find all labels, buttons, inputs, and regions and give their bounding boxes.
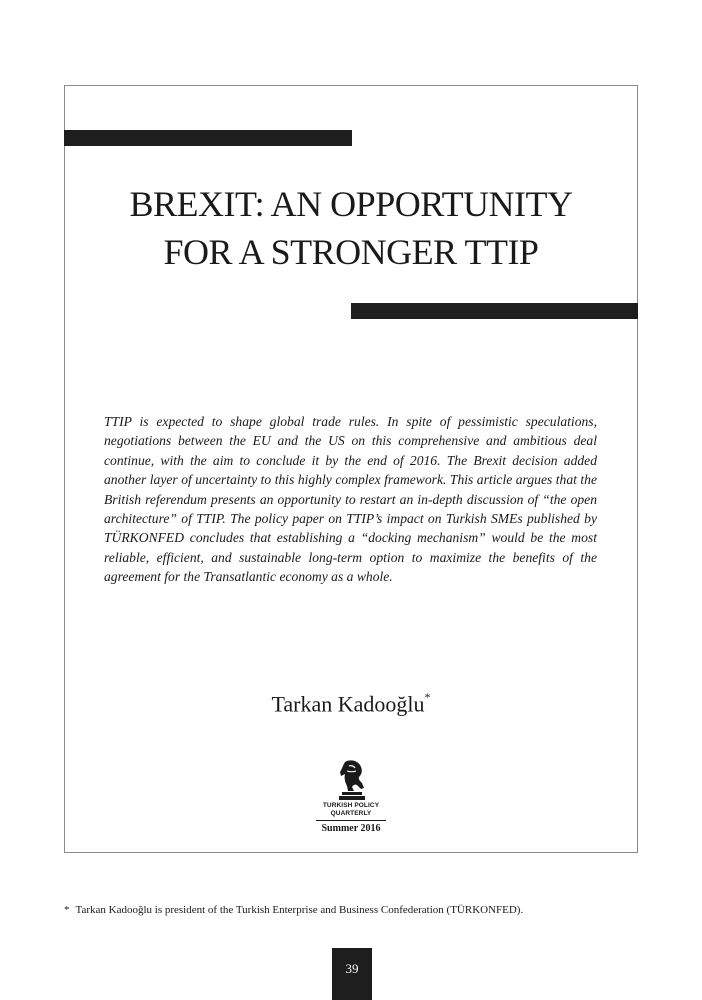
top-decorative-bar bbox=[64, 130, 352, 146]
page-number-box bbox=[332, 948, 372, 1000]
bottom-decorative-bar bbox=[351, 303, 638, 319]
journal-name-line-1: TURKISH POLICY bbox=[322, 802, 380, 809]
page-number: 39 bbox=[345, 961, 359, 976]
footnote-mark: * bbox=[64, 904, 70, 916]
title-line-1: BREXIT: AN OPPORTUNITY bbox=[129, 184, 573, 224]
article-abstract: TTIP is expected to shape global trade rules. In spite of pessimistic speculations, negotiations between the EU and the US on this comprehensive and ambitious deal continue, with the aim to conclude it by the end of 2016. The Brexit decision added another layer of uncertainty to this highly complex framework. This article argues that the British referendum presents an opportunity to restart an in-depth discussion of “the open architecture” of TTIP. The policy paper on TTIP’s impact on Turkish SMEs published by TÜRKONFED concludes that establishing a “docking mechanism” would be the most reliable, efficient, and sustainable long-term option to maximize the benefits of the agreement for the Transatlantic economy as a whole. bbox=[104, 414, 597, 585]
author-line bbox=[64, 685, 638, 718]
footnote-text: Tarkan Kadooğlu is president of the Turkish Enterprise and Business Confederation (TÜRKONFED). bbox=[75, 904, 524, 916]
knight-chess-icon bbox=[331, 758, 371, 802]
footnote bbox=[64, 903, 644, 917]
journal-logo bbox=[301, 758, 401, 835]
author-name: Tarkan Kadooğlu bbox=[271, 691, 425, 717]
title-line-2: FOR A STRONGER TTIP bbox=[163, 232, 539, 272]
journal-issue: Summer 2016 bbox=[321, 823, 381, 834]
journal-name-line-2: QUARTERLY bbox=[330, 810, 372, 817]
logo-divider bbox=[316, 820, 386, 821]
article-title bbox=[64, 180, 638, 276]
author-footnote-mark: * bbox=[424, 690, 431, 704]
